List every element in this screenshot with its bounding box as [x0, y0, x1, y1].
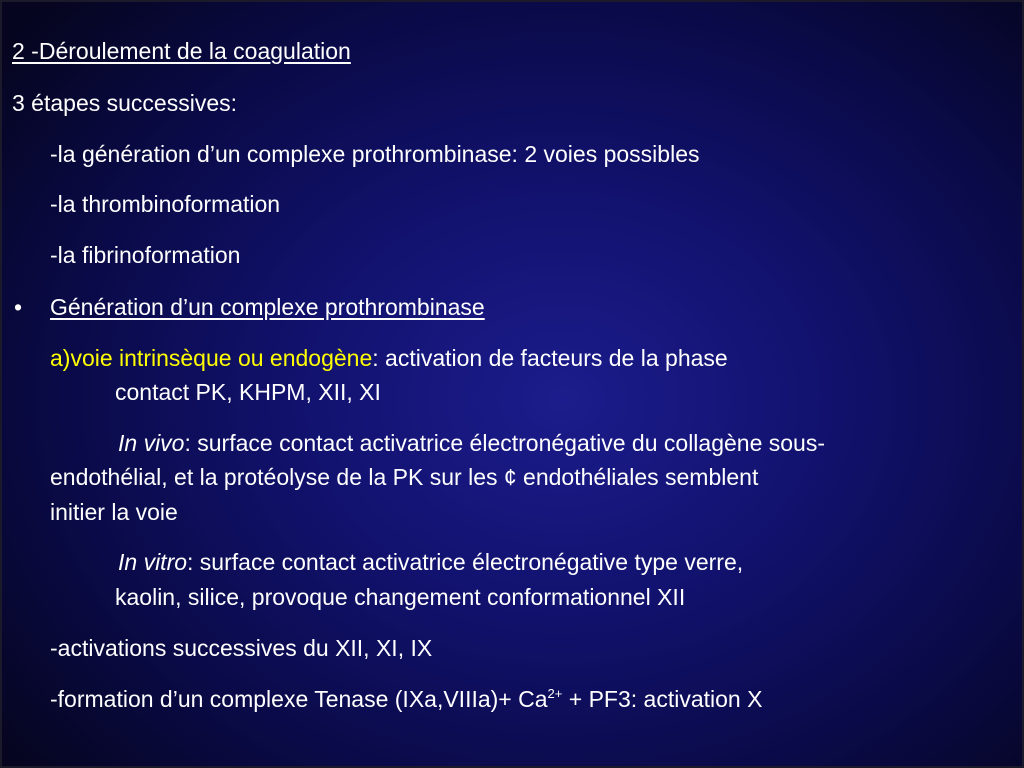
step-1: -la génération d’un complexe prothrombinase: 2 voies possibles — [50, 141, 700, 167]
in-vivo-line-3: initier la voie — [50, 499, 178, 525]
tenase-line — [50, 686, 762, 713]
pathway-a-text: : activation de facteurs de la phase — [372, 345, 728, 371]
in-vitro-line-1 — [118, 549, 743, 576]
tenase-superscript: 2+ — [547, 686, 563, 701]
bullet-heading: Génération d’un complexe prothrombinase — [50, 294, 485, 320]
step-3: -la fibrinoformation — [50, 242, 241, 268]
activations-text: -activations successives du XII, XI, IX — [50, 635, 433, 661]
pathway-a-text-2: contact PK, KHPM, XII, XI — [115, 379, 381, 405]
in-vitro-label: In vitro — [118, 549, 188, 575]
slide-title: 2 -Déroulement de la coagulation — [12, 38, 351, 64]
tenase-prefix: -formation d’un complexe Tenase (IXa,VIIIa)+ Ca — [50, 686, 548, 712]
in-vivo-line-2: endothélial, et la protéolyse de la PK sur les ¢ endothéliales semblent — [50, 464, 759, 490]
in-vitro-text-1: : surface contact activatrice électronégative type verre, — [187, 549, 744, 575]
step-2: -la thrombinoformation — [50, 191, 281, 217]
intro-text: 3 étapes successives: — [12, 90, 238, 116]
pathway-a-line — [50, 345, 728, 372]
in-vivo-line-1 — [118, 430, 825, 457]
pathway-a-label: a)voie intrinsèque ou endogène — [50, 345, 373, 371]
bullet-icon: • — [14, 294, 23, 320]
in-vivo-text-1: : surface contact activatrice électronégative du collagène sous- — [184, 430, 826, 456]
tenase-suffix: + PF3: activation X — [562, 686, 763, 712]
in-vivo-label: In vivo — [118, 430, 185, 456]
in-vitro-line-2: kaolin, silice, provoque changement conformationnel XII — [115, 584, 686, 610]
